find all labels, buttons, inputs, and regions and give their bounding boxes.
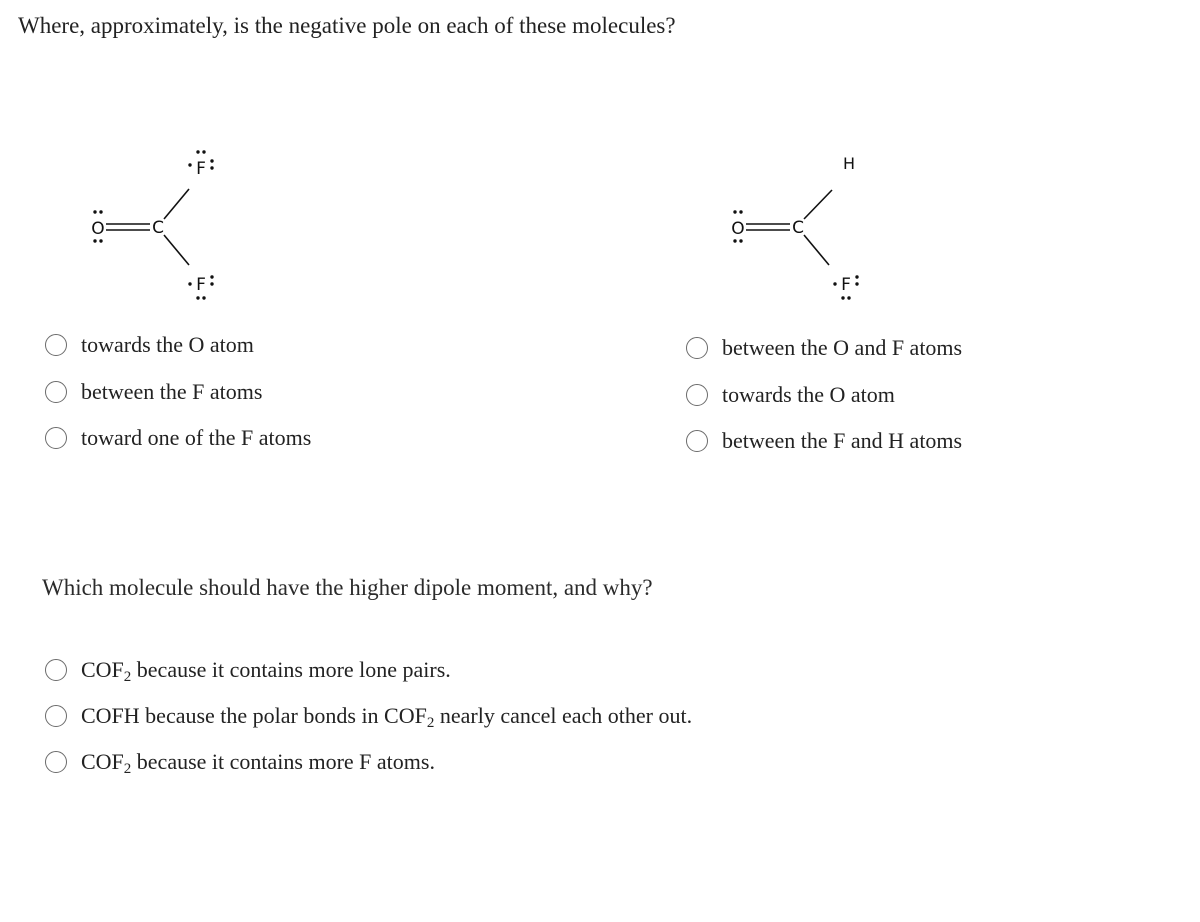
lone-pair-dot — [855, 282, 858, 285]
c-h-bond — [804, 190, 832, 219]
lone-pair-dot — [733, 210, 736, 213]
oxygen-atom-label: O — [731, 219, 745, 239]
carbon-atom-label: C — [792, 218, 804, 238]
option-label: between the F atoms — [81, 379, 263, 404]
option-label — [81, 657, 451, 683]
lone-pair-dot — [188, 163, 191, 166]
molecule-cof2-diagram — [60, 135, 280, 315]
option-text-start: COF — [81, 657, 124, 682]
lone-pair-dot — [188, 282, 191, 285]
lone-pair-dot — [196, 150, 199, 153]
lone-pair-dot — [210, 166, 213, 169]
q2-option-more-f-atoms[interactable] — [45, 749, 435, 775]
option-label: between the O and F atoms — [722, 335, 963, 360]
question-2-prompt: Which molecule should have the higher dipole moment, and why? — [42, 575, 653, 600]
carbon-atom-label: C — [152, 218, 164, 238]
subscript: 2 — [426, 715, 435, 731]
lone-pair-dot — [739, 239, 742, 242]
radio-button[interactable] — [45, 381, 67, 403]
option-text-start: COF — [81, 749, 124, 774]
q1-left-option-towards-o[interactable] — [45, 332, 254, 358]
radio-button[interactable] — [686, 337, 708, 359]
lone-pair-dot — [210, 159, 213, 162]
c-f-bond — [804, 235, 829, 265]
lone-pair-dot — [202, 296, 205, 299]
option-label: toward one of the F atoms — [81, 425, 312, 450]
q1-right-option-towards-o[interactable] — [686, 382, 895, 408]
option-text-start: COFH because the polar bonds in COF — [81, 703, 427, 728]
option-label — [81, 749, 435, 775]
q2-option-bonds-cancel[interactable] — [45, 703, 692, 729]
hydrogen-atom-label: H — [842, 154, 856, 173]
lone-pair-dot — [99, 239, 102, 242]
option-label: towards the O atom — [81, 332, 254, 357]
fluorine-atom-label: F — [841, 275, 851, 295]
radio-button[interactable] — [45, 705, 67, 727]
lone-pair-dot — [733, 239, 736, 242]
lone-pair-dot — [93, 210, 96, 213]
option-text-end: because it contains more lone pairs. — [131, 657, 451, 682]
oxygen-atom-label: O — [91, 219, 105, 239]
lone-pair-dot — [847, 296, 850, 299]
lone-pair-dot — [833, 282, 836, 285]
subscript: 2 — [123, 761, 132, 777]
lone-pair-dot — [210, 275, 213, 278]
lone-pair-dot — [202, 150, 205, 153]
c-f-top-bond — [164, 189, 189, 219]
radio-button[interactable] — [686, 430, 708, 452]
lone-pair-dot — [196, 296, 199, 299]
lone-pair-dot — [99, 210, 102, 213]
lone-pair-dot — [841, 296, 844, 299]
option-text-end: because it contains more F atoms. — [131, 749, 435, 774]
radio-button[interactable] — [45, 659, 67, 681]
q1-left-option-one-f[interactable] — [45, 425, 311, 451]
fluorine-bottom-atom-label: F — [196, 275, 206, 295]
option-text-end: nearly cancel each other out. — [434, 703, 693, 728]
q2-option-more-lone-pairs[interactable] — [45, 657, 451, 683]
option-label: between the F and H atoms — [722, 428, 963, 453]
c-f-bottom-bond — [164, 235, 189, 265]
lone-pair-dot — [855, 275, 858, 278]
radio-button[interactable] — [45, 751, 67, 773]
option-label — [81, 703, 692, 729]
q1-right-option-between-o-f[interactable] — [686, 335, 962, 361]
option-label: towards the O atom — [722, 382, 895, 407]
radio-button[interactable] — [45, 334, 67, 356]
molecule-cofh-diagram — [700, 135, 920, 315]
fluorine-top-atom-label: F — [196, 159, 206, 179]
lone-pair-dot — [210, 282, 213, 285]
lone-pair-dot — [93, 239, 96, 242]
radio-button[interactable] — [45, 427, 67, 449]
lone-pair-dot — [739, 210, 742, 213]
q1-left-option-between-f[interactable] — [45, 379, 262, 405]
subscript: 2 — [123, 669, 132, 685]
radio-button[interactable] — [686, 384, 708, 406]
q1-right-option-between-f-h[interactable] — [686, 428, 962, 454]
question-1-prompt: Where, approximately, is the negative pole on each of these molecules? — [18, 13, 676, 38]
